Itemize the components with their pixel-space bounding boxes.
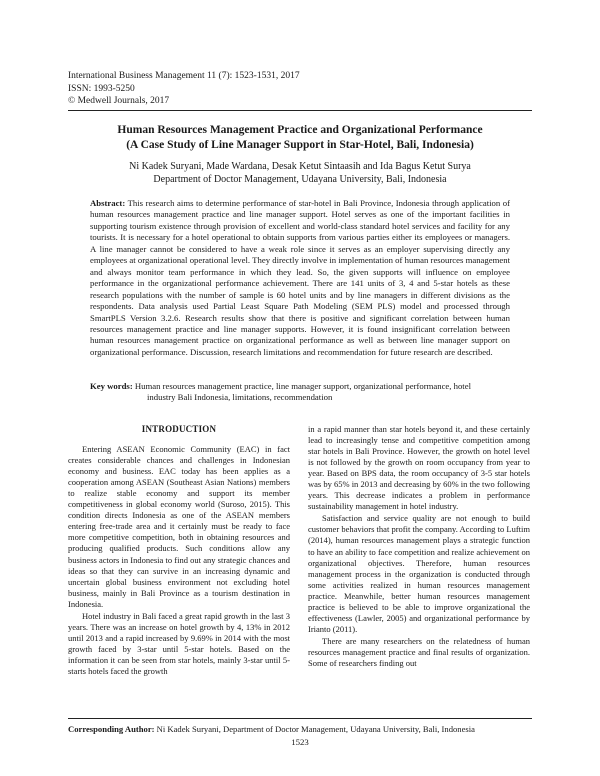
author-names: Ni Kadek Suryani, Made Wardana, Desak Ketut Sintaasih and Ida Bagus Ketut Surya bbox=[129, 161, 471, 172]
paragraph: in a rapid manner than star hotels beyond it, and these certainly lead to increasingly tense and competitive competition among star hotels in Bali Province. However, the growth on hotel level is not followed by the growth on room occupancy from year to year. Based on BPS data, the room occupancy of 3-5 star hotels was by 65% in 2013 and decreasing by 60% in the two following years. This decrease indicates a problem in performance sustainability management in hotel industry. bbox=[308, 424, 530, 512]
keywords bbox=[90, 381, 510, 403]
journal-citation: International Business Management 11 (7): 1523-1531, 2017 bbox=[68, 71, 300, 81]
corresponding-author bbox=[68, 724, 475, 735]
corresponding-author-label: Corresponding Author: bbox=[68, 724, 155, 734]
keywords-label: Key words: bbox=[90, 381, 133, 391]
header-divider bbox=[68, 110, 532, 111]
title-line-2: (A Case Study of Line Manager Support in Star-Hotel, Bali, Indonesia) bbox=[126, 139, 474, 151]
paragraph: Hotel industry in Bali faced a great rapid growth in the last 3 years. There was an increase on hotel growth by 4, 13% in 2012 until 2013 and a rapid increased by 9.69% in 2014 with the most growth faced by 3-star until 5-star hotels. Based on the information it can be seen from star hotels, mainly 3-star until 5-starts hotels faced the growth bbox=[68, 610, 290, 676]
abstract-label: Abstract: bbox=[90, 198, 126, 208]
paragraph: Entering ASEAN Economic Community (EAC) in fact creates considerable chances and challenges in Indonesian economy and business. EAC today has been applies as a cooperation among ASEAN (Southeast Asian Nations) members to realize stable economy and support its member competitiveness in global economy world (Suroso, 2015). This condition directs Indonesia as one of the ASEAN members entering free-trade area and it certainly must be ready to face more competitive competition, both in obtaining resources and producing qualified products. Such conditions allow any business actors in Indonesia to find out any strategic chances and ideas so that they can survive in an increasing dynamic and uncertain global business environment not excluding hotel business, mainly in Bali Province as a tourism destination in Indonesia. bbox=[68, 444, 290, 609]
corresponding-author-text: Ni Kadek Suryani, Department of Doctor Management, Udayana University, Bali, Indonesia bbox=[156, 724, 475, 734]
footer-divider bbox=[68, 718, 532, 719]
journal-issn: ISSN: 1993-5250 bbox=[68, 83, 135, 94]
title-line-1: Human Resources Management Practice and Organizational Performance bbox=[117, 124, 483, 136]
journal-copyright: © Medwell Journals, 2017 bbox=[68, 96, 170, 106]
paragraph: There are many researchers on the relatedness of human resources management practice and final results of organization. Some of researchers finding out bbox=[308, 635, 530, 668]
paper-title bbox=[60, 123, 540, 153]
keywords-line-2: industry Bali Indonesia, limitations, recommendation bbox=[147, 392, 333, 402]
paragraph: Satisfaction and service quality are not enough to build customer behaviors that profit the company. According to Luftim (2014), human resources management plays a strategic function to have an ability to face competition and realize achievement on organizational objectives. Therefore, human resources management process in the organization is conducted through some activities realized in human resources management practice. Meanwhile, better human resources management practice is believed to be able to improve organizational the effectiveness (Lawler, 2005) and organizational performance by Irianto (2011). bbox=[308, 513, 530, 634]
page-number: 1523 bbox=[291, 737, 309, 747]
journal-header bbox=[68, 70, 300, 108]
author-affiliation: Department of Doctor Management, Udayana University, Bali, Indonesia bbox=[153, 174, 447, 185]
abstract-text: This research aims to determine performance of star-hotel in Bali Province, Indonesia through application of human resources management practice and line manager support. Hotel serves as one of the important facilities in supporting tourism existence through provision of excellent and world-class standard hotel services and facility for any tourists. It is necessary for a hotel operational to obtain supports from various parties either its employees or managers. A line manager cannot be considered to have a weak role since it serves as an employer supervising directly any employees at organizational operational level. They directly involve in implementation of human resources management and always monitor team performance in which they lead. So, the given supports will influence on employee performance in the organizational performance achievement. There are 141 units of 3, 4 and 5-star hotels as these research populations with the number of sample is 60 hotel units and by line managers in different divisions as the respondents. Data analysis used Partial Least Square Path Modeling (SEM PLS) model and processed through SmartPLS Version 3.2.6. Research results show that there is positive and significant correlation between human resources management practice and line manager supports. However, it is found insignificant correlation between human resources management practice on organizational performance as well as between line manager support on organizational performance. Discussion, research limitations and recommendation for future research are described. bbox=[90, 198, 510, 357]
keywords-line-1: Human resources management practice, line manager support, organizational performance, hotel bbox=[134, 381, 471, 391]
author-block bbox=[60, 160, 540, 186]
right-column bbox=[308, 424, 530, 670]
left-column bbox=[68, 424, 290, 678]
section-heading: INTRODUCTION bbox=[141, 424, 217, 434]
abstract bbox=[90, 198, 510, 358]
